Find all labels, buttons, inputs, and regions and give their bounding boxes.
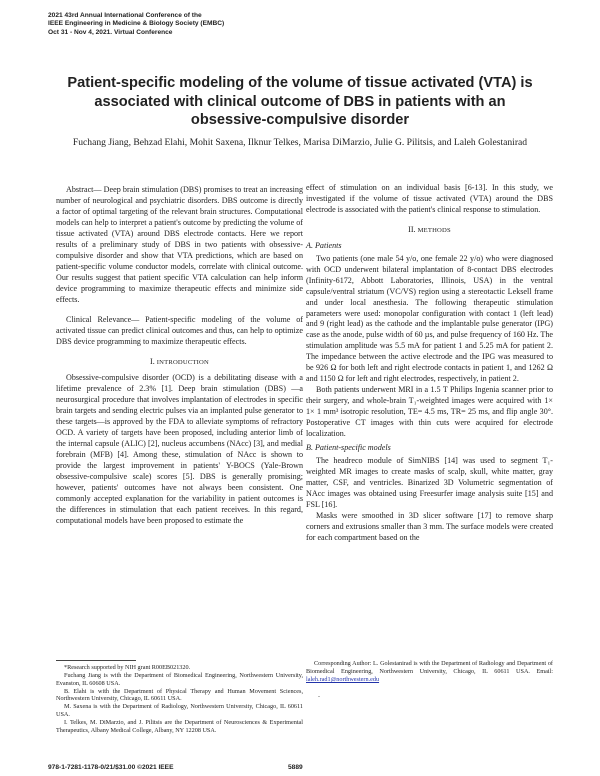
page-number: 5889 [288, 764, 303, 771]
abstract: Abstract— Deep brain stimulation (DBS) promises to treat an increasing number of neurological and psychiatric disorders. DBS outcome is directly a factor of optimal targeting of the relevant brain structures. Computational models can help to interpret a patient's outcome by predicting the volume of tissue activated (VTA) around DBS electrode contacts. Here we report results of a preliminary study of DBS in two patients with obsessive-compulsive disorder and show that VTA predictions, which are based on patient-specific volume conductor models, correlate with clinical outcome. Our results suggest that patient specific VTA calculation can help inform device programming to maximize therapeutic effects and minimize side effects. [56, 185, 303, 304]
subsection-patients: A. Patients [306, 240, 342, 250]
patients-paragraph-1: Two patients (one male 54 y/o, one female 22 y/o) who were diagnosed with OCD underwent bilateral implantation of 8-contact DBS electrodes (Infinity-6172, Abbott Laboratories, Illinois, USA) in the ventral capsule/ventral striatum (VC/VS) region using a stereotactic Leksell frame and under local anesthesia. The following therapeutic stimulation parameters were used: monopolar configuration with contact 1 (left lead) and 9 (right lead) as the cathode and the implantable pulse generator (IPG) case as the anode, pulse width of 60 µs, and pulse frequency of 160 Hz. The stimulation amplitude was 5.5 mA for patient 1 and 5.25 mA for patient 2. The impedance between the active electrode and the IPG was measured to be 926 Ω for both left and right electrode contacts in patient 1, and 1262 Ω and 1150 Ω for left and right electrodes, respectively, in patient 2. [306, 253, 553, 384]
footnote-corresponding [306, 660, 553, 684]
methods-heading [306, 225, 553, 237]
footnote-telkes: I. Telkes, M. DiMarzio, and J. Pilitsis are the Department of Neurosciences & Experimental Therapeutics, Albany Medical College, Albany, NY 12208 USA. [56, 718, 303, 734]
footnote-saxena: M. Saxena is with the Department of Radiology, Northwestern University, Chicago, IL 60611 USA. [56, 703, 303, 719]
author-list: Fuchang Jiang, Behzad Elahi, Mohit Saxena, Ilknur Telkes, Marisa DiMarzio, Julie G. Pilitsis, and Laleh Golestanirad [72, 137, 528, 148]
methods-number: II. [408, 224, 416, 234]
author-email-link[interactable]: laleh.rad1@northwestern.edu [306, 675, 380, 683]
conference-line-2: IEEE Engineering in Medicine & Biology Society (EMBC) [48, 20, 225, 28]
intro-paragraph: Obsessive-compulsive disorder (OCD) is a debilitating disease with a lifetime prevalence of 2.3% [1]. Deep brain stimulation (DBS) —a neurosurgical procedure that involves implantation of electrodes in specific brain targets and sending electric pulses via an implanted pulse generator to these targets—is approved by the FDA to alleviate symptoms of refractory OCD. A variety of targets have been proposed, including anterior limb of the internal capsule (ALIC) [2], nucleus accumbens (NAcc) [3], and medial forebrain (MFB) [4]. Among these, stimulation of NAcc is shown to provide the largest improvement in patients' Y-BOCS (Yale-Brown obsessive-compulsive scale) scores [5]. DBS is generally promising; however, patients' outcomes have not always been consistent. One commonly accepted explanation for the variability in patient outcomes is the differences in stimulation that each patient receives. In this regard, computational models have been proposed to estimate the [56, 373, 303, 525]
methods-heading-text: METHODS [417, 226, 451, 234]
right-column [306, 183, 553, 544]
footnote-rule [56, 660, 136, 661]
intro-number: I. [150, 357, 155, 367]
isbn-line: 978-1-7281-1178-0/21/$31.00 ©2021 IEEE [48, 764, 174, 771]
stray-dot: . [318, 690, 320, 699]
corresponding-text: Corresponding Author: L. Golestanirad is with the Department of Radiology and Department of Biomedical Engineering, Northwestern University, Chicago, IL 60611 USA. Email: [306, 660, 553, 675]
footnote-elahi: B. Elahi is with the Department of Physical Therapy and Human Movement Sciences, Northwestern University, Chicago, IL 60611 USA. [56, 687, 303, 703]
intro-heading [56, 357, 303, 369]
models-paragraph-2: Masks were smoothed in 3D slicer software [17] to remove sharp corners and extrusions smaller than 3 mm. The surface models were created for each compartment based on the [306, 510, 553, 542]
paper-title: Patient-specific modeling of the volume of tissue activated (VTA) is associated with clinical outcome of DBS in patients with an obsessive-compulsive disorder [67, 75, 533, 128]
intro-continuation: effect of stimulation on an individual basis [6-13]. In this study, we investigated if the volume of tissue activated (VTA) around the DBS electrode is associated with the patient's clinical response to stimulation. [306, 183, 553, 214]
conference-header [48, 12, 348, 37]
patients-paragraph-2: Both patients underwent MRI in a 1.5 T Philips Ingenia scanner prior to their surgery, and whole-brain T₁-weighted images were acquired with 1× 1× 1 mm³ isotropic resolution, TE= 4.5 ms, TR= 25 ms, and flip angle 30°. Postoperative CT images with thin cuts were acquired for electrode localization. [306, 385, 553, 439]
subsection-models: B. Patient-specific models [306, 442, 391, 452]
footnote-jiang: Fuchang Jiang is with the Department of Biomedical Engineering, Northwestern University, Evanston, IL 60608 USA. [56, 671, 303, 687]
clinical-relevance: Clinical Relevance— Patient-specific modeling of the volume of activated tissue can predict clinical outcomes and thus, can help to optimize DBS device programming to maximize therapeutic effects. [56, 315, 303, 347]
conference-line-3: Oct 31 - Nov 4, 2021. Virtual Conference [48, 28, 173, 36]
conference-line-1: 2021 43rd Annual International Conference of the [48, 12, 202, 19]
left-footnotes [56, 660, 303, 735]
right-footnotes [306, 660, 553, 684]
footnote-research: *Research supported by NIH grant R00EB021320. [64, 664, 191, 671]
models-paragraph-1: The headreco module of SimNIBS [14] was used to segment T₁-weighted MR images to create masks of scalp, skull, white matter, gray matter, CSF, and ventricles. Binarized 3D Volumetric segmentation of NAcc images was obtained using Freesurfer image analysis suite [15] and FSL [16]. [306, 455, 553, 509]
intro-heading-text: INTRODUCTION [156, 359, 209, 367]
left-column [56, 183, 303, 527]
